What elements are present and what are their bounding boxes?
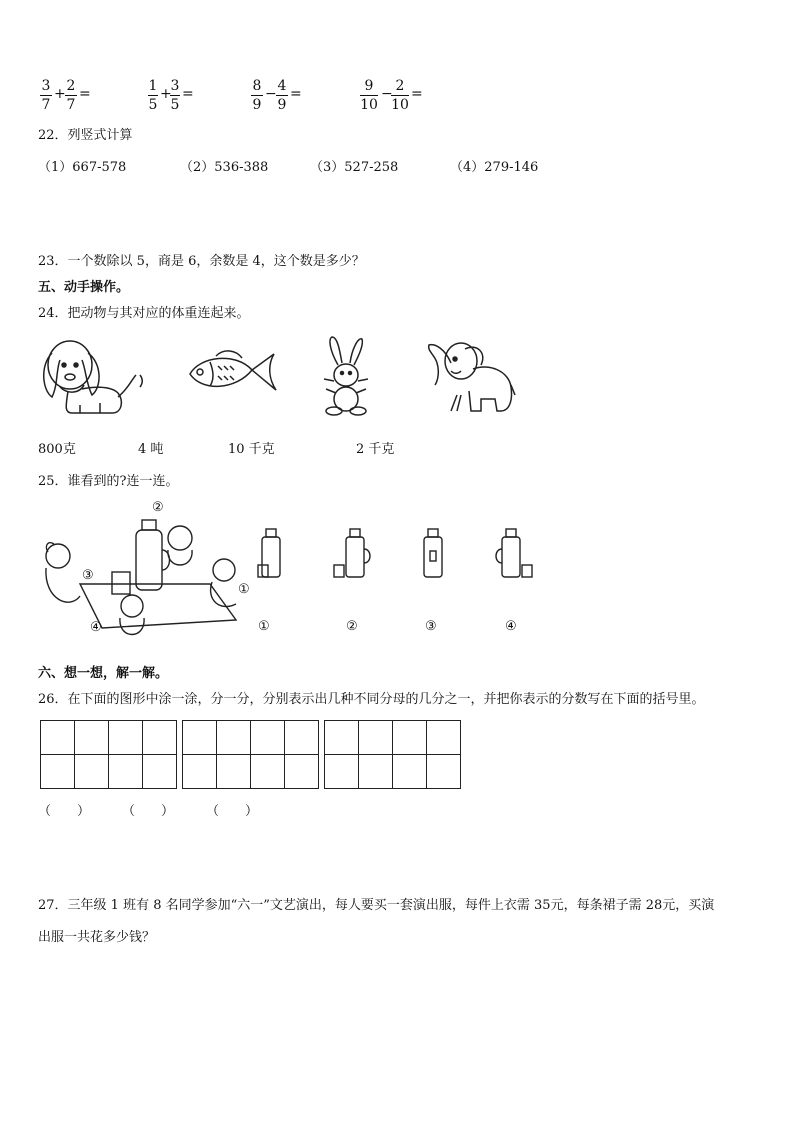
fraction: 9 10: [360, 78, 378, 113]
view-label: ③: [425, 619, 437, 634]
view-label: ①: [258, 619, 270, 634]
scene-label: ④: [90, 620, 102, 635]
question-27-line-2: 出服一共花多少钱？: [38, 930, 156, 945]
dog-illustration: [40, 335, 145, 417]
question-22-title: 22．列竖式计算: [38, 128, 133, 143]
grid-1[interactable]: [40, 720, 177, 789]
view-label: ②: [346, 619, 358, 634]
scene-illustration: [40, 500, 260, 645]
fraction: 2 7: [66, 78, 76, 113]
question-26-title: 26．在下面的图形中涂一涂，分一分，分别表示出几种不同分母的几分之一，并把你表示的分数写在下面的括号里。: [38, 692, 705, 707]
operator: +: [160, 86, 172, 102]
scene-label: ①: [238, 582, 250, 597]
question-24-title: 24．把动物与其对应的体重连起来。: [38, 306, 250, 321]
question-23: 23．一个数除以 5，商是 6，余数是 4，这个数是多少？: [38, 254, 365, 269]
equals: =: [411, 86, 423, 102]
grid-3[interactable]: [324, 720, 461, 789]
question-25-title: 25．谁看到的?连一连。: [38, 474, 179, 489]
equals: =: [290, 86, 302, 102]
section-5-heading: 五、动手操作。: [38, 280, 130, 295]
fraction: 8 9: [252, 78, 262, 113]
question-22-item: （4）279-146: [450, 160, 539, 175]
weight-label: 800克: [38, 442, 76, 457]
view-2-illustration: [332, 525, 376, 583]
fraction: 4 9: [277, 78, 287, 113]
question-22-item: （1）667-578: [38, 160, 127, 175]
weight-label: 4 吨: [138, 442, 164, 457]
answer-blank[interactable]: （ ）: [122, 804, 175, 819]
fraction: 3 5: [170, 78, 180, 113]
fraction: 1 5: [148, 78, 158, 113]
equals: =: [182, 86, 194, 102]
scene-label: ③: [82, 568, 94, 583]
question-22-item: （2）536-388: [180, 160, 269, 175]
view-4-illustration: [492, 525, 536, 583]
rabbit-illustration: [318, 335, 376, 417]
answer-blank[interactable]: （ ）: [206, 804, 259, 819]
equals: =: [79, 86, 91, 102]
weight-label: 10 千克: [228, 442, 275, 457]
elephant-illustration: [425, 335, 517, 417]
operator: +: [54, 86, 66, 102]
operator: −: [381, 86, 393, 102]
question-22-item: （3）527-258: [310, 160, 399, 175]
section-6-heading: 六、想一想，解一解。: [38, 666, 169, 681]
operator: −: [265, 86, 277, 102]
weight-label: 2 千克: [356, 442, 395, 457]
grid-2[interactable]: [182, 720, 319, 789]
fish-illustration: [186, 348, 278, 396]
view-1-illustration: [256, 525, 286, 583]
fraction: 2 10: [391, 78, 409, 113]
scene-label: ②: [152, 500, 164, 515]
fraction: 3 7: [41, 78, 51, 113]
view-3-illustration: [418, 525, 448, 583]
view-label: ④: [505, 619, 517, 634]
answer-blank[interactable]: （ ）: [38, 804, 91, 819]
question-27-line-1: 27．三年级 1 班有 8 名同学参加“六一”文艺演出，每人要买一套演出服，每件上衣需 35元，每条裙子需 28元，买演: [38, 898, 715, 913]
